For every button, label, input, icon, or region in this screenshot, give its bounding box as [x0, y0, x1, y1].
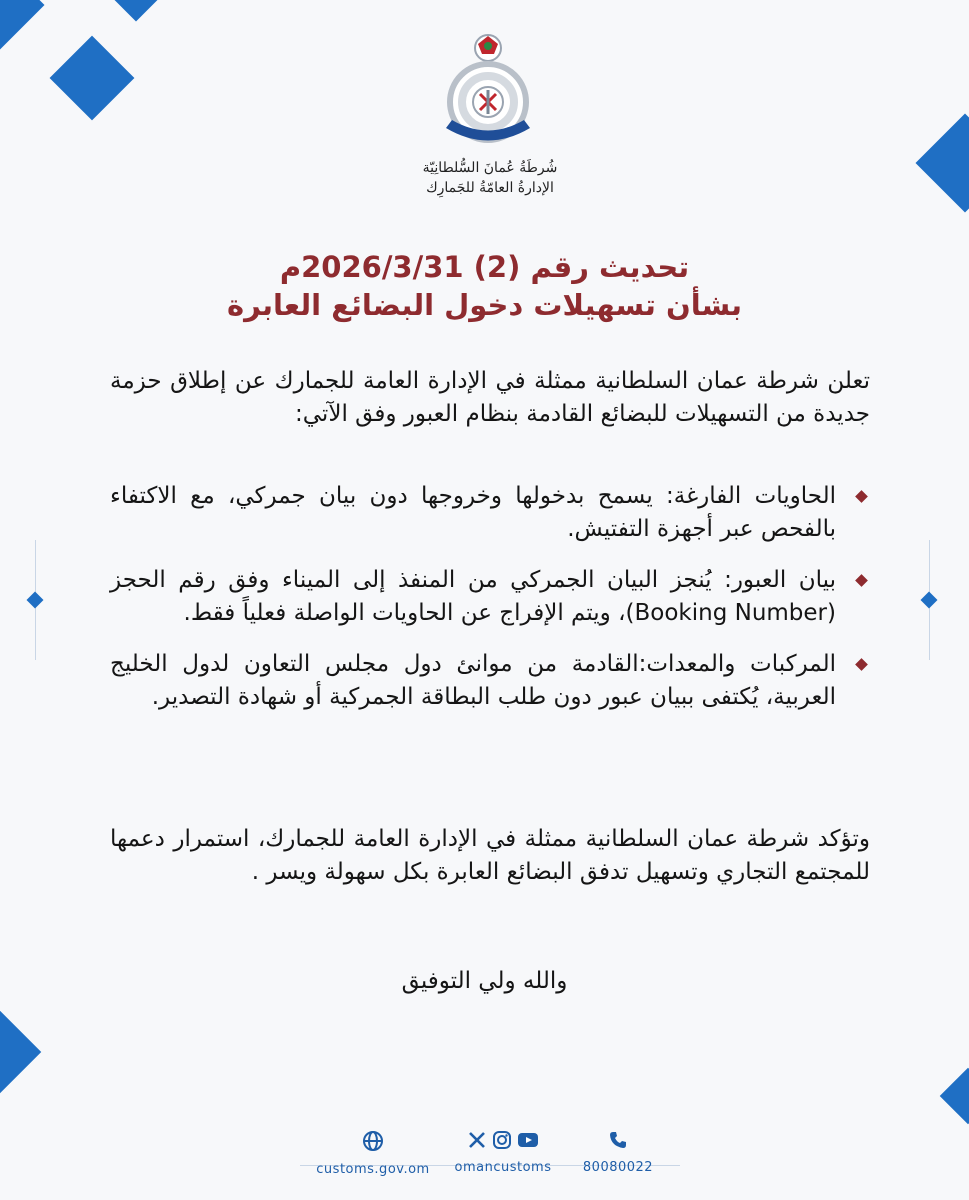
social-handle[interactable]: omancustoms: [454, 1160, 552, 1175]
announcement-subtitle: بشأن تسهيلات دخول البضائع العابرة: [226, 288, 743, 322]
announcement-title: تحديث رقم (2) 2026/3/31م: [279, 250, 690, 284]
left-side-line: [35, 540, 36, 660]
list-item-text: الحاويات الفارغة: يسمح بدخولها وخروجها دون بيان جمركي، مع الاكتفاء بالفحص عبر أجهزة التفتيش.: [110, 483, 836, 542]
list-item-text: بيان العبور: يُنجز البيان الجمركي من المنفذ إلى الميناء وفق رقم الحجز (Booking Number)، ويتم الإفراج عن الحاويات الواصلة فعلياً فقط.: [110, 567, 836, 626]
police-emblem-logo: [428, 28, 548, 153]
x-icon[interactable]: [467, 1130, 487, 1150]
org-name-line1: شُرطَةُ عُمانَ السُّلطانِيّة: [422, 160, 558, 176]
intro-paragraph: تعلن شرطة عمان السلطانية ممثلة في الإدارة العامة للجمارك عن إطلاق حزمة جديدة من التسهيلات للبضائع القادمة بنظام العبور وفق الآتي:: [110, 368, 870, 427]
facilities-list: [110, 480, 870, 732]
phone-icon: [608, 1130, 628, 1150]
footer-social[interactable]: [438, 1130, 568, 1175]
social-icons: [467, 1139, 538, 1154]
list-item-text: المركبات والمعدات:القادمة من موانئ دول مجلس التعاون لدول الخليج العربية، يُكتفى ببيان عبور دون طلب البطاقة الجمركية أو شهادة التصدير.: [110, 651, 836, 710]
list-item: [110, 648, 870, 714]
youtube-icon[interactable]: [517, 1130, 539, 1150]
corner-diamond-right-bottom: [940, 1068, 969, 1125]
instagram-icon[interactable]: [492, 1130, 512, 1150]
list-item: [110, 480, 870, 546]
diamond-bullet-icon: [855, 658, 868, 671]
left-side-marker: [27, 592, 44, 609]
corner-diamond-left-bottom: [0, 1007, 41, 1098]
phone-number[interactable]: 80080022: [582, 1160, 654, 1175]
website-link[interactable]: customs.gov.om: [316, 1162, 430, 1177]
org-name-line2: الإدارةُ العامّةُ للجَمارِك: [426, 180, 554, 196]
signoff-text: والله ولي التوفيق: [401, 968, 568, 994]
corner-diamond-top-left-3: [111, 0, 162, 21]
footer-phone[interactable]: [568, 1130, 668, 1175]
corner-diamond-top-left-2: [50, 36, 135, 121]
corner-diamond-right-top: [916, 114, 969, 213]
footer-website[interactable]: [308, 1130, 438, 1177]
right-side-marker: [921, 592, 938, 609]
diamond-bullet-icon: [855, 490, 868, 503]
diamond-bullet-icon: [855, 574, 868, 587]
right-side-line: [929, 540, 930, 660]
closing-paragraph: وتؤكد شرطة عمان السلطانية ممثلة في الإدارة العامة للجمارك، استمرار دعمها للمجتمع التجاري وتسهيل تدفق البضائع العابرة بكل سهولة ويسر .: [110, 826, 870, 885]
list-item: [110, 564, 870, 630]
corner-diamond-top-left-1: [0, 0, 44, 54]
globe-icon: [362, 1130, 384, 1152]
